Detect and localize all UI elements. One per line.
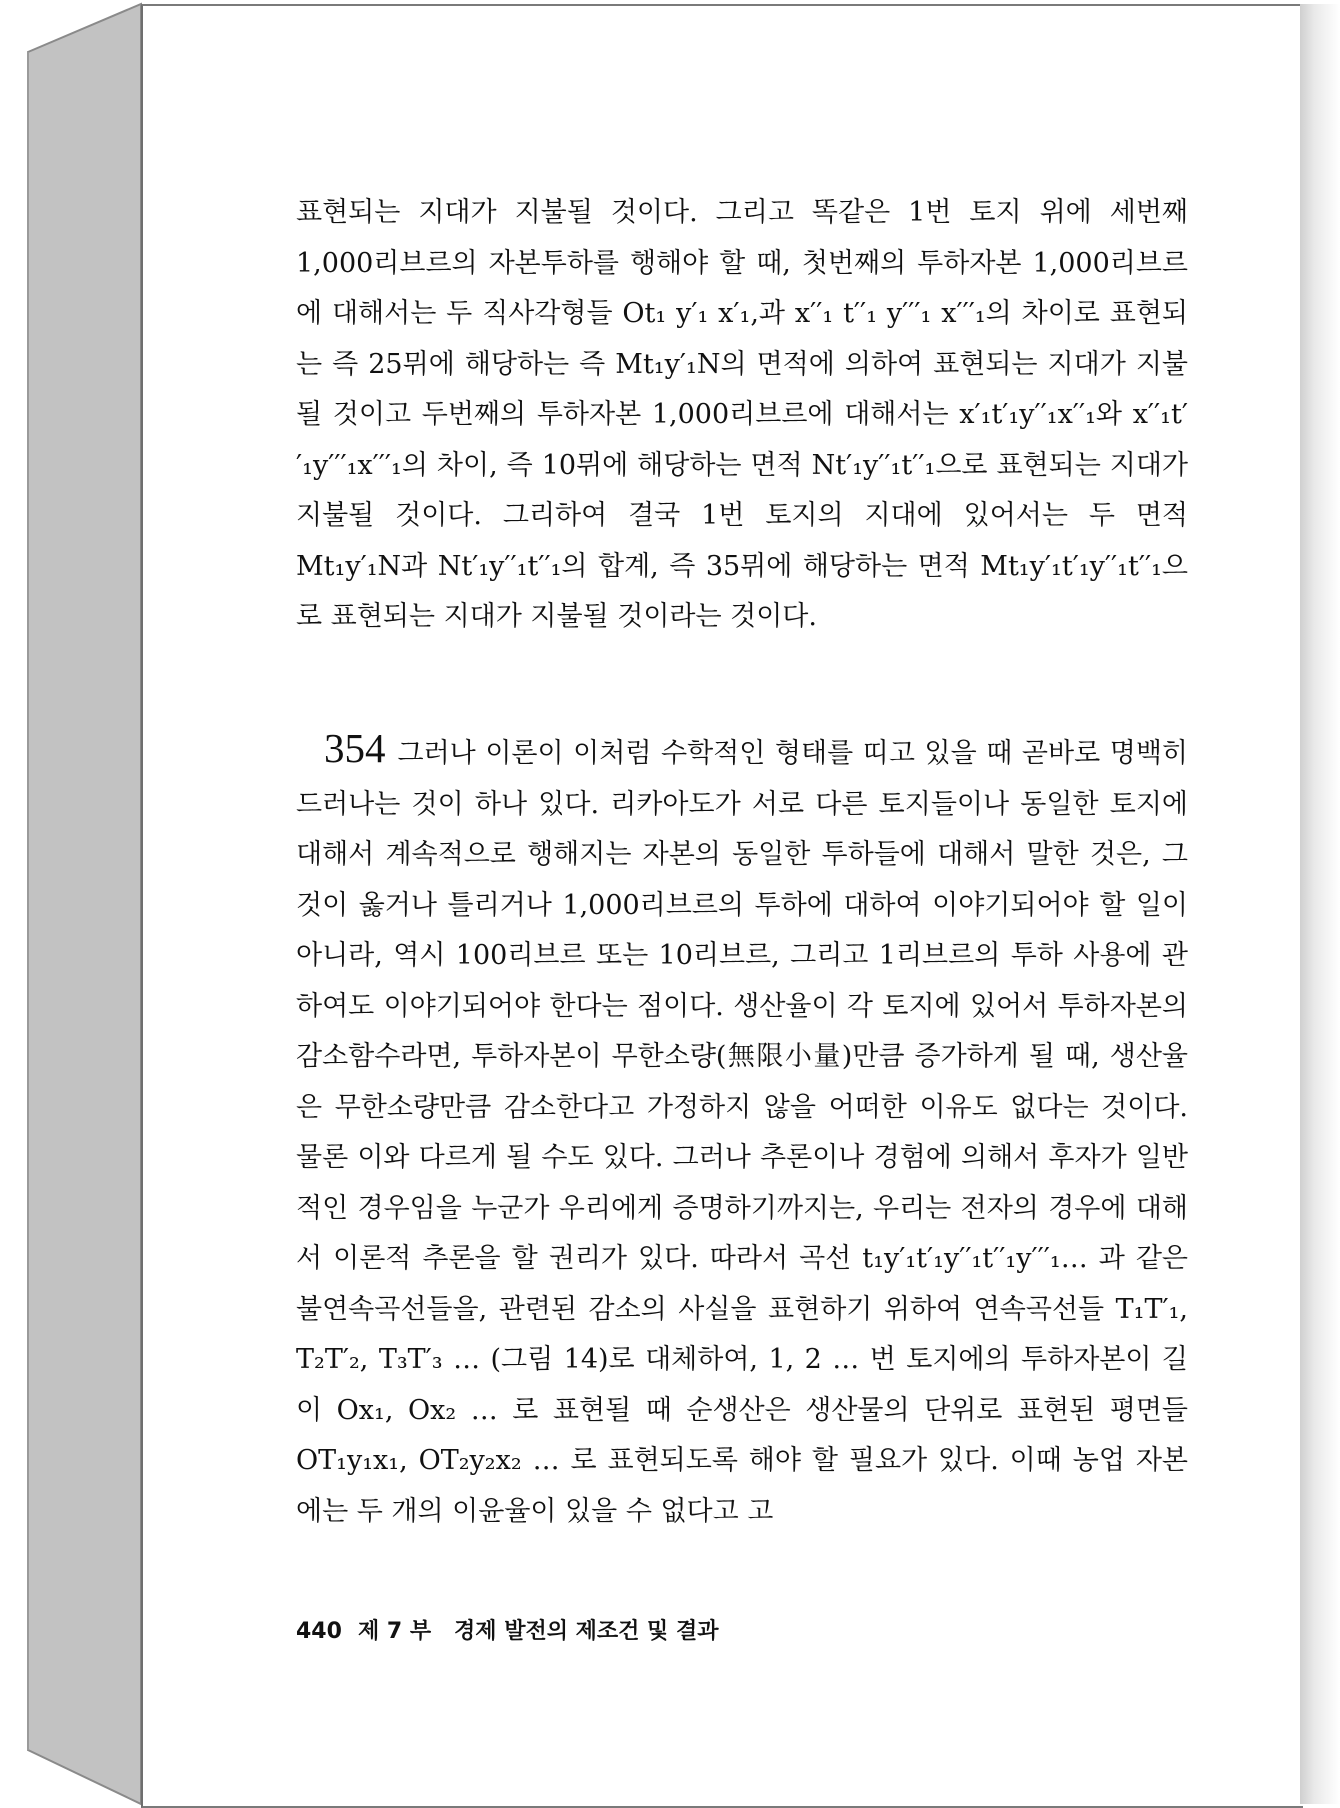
- paragraph-354: [296, 725, 1188, 1537]
- page-number: 440: [296, 1619, 342, 1644]
- paragraph-continued: [296, 188, 1188, 643]
- paragraph-continued-text: 표현되는 지대가 지불될 것이다. 그리고 똑같은 1번 토지 위에 세번째 1,000리브르의 자본투하를 행해야 할 때, 첫번째의 투하자본 1,000리브르에 대해서는 두 직사각형들 Ot₁ y′₁ x′₁,과 x′′₁ t′′₁ y′′′₁ x′′′₁의 차이로 표현되는 즉 25뮈에 해당하는 즉 Mt₁y′₁N의 면적에 의하여 표현되는 지대가 지불될 것이고 두번째의 투하자본 1,000리브르에 대해서는 x′₁t′₁y′′₁x′′₁와 x′′₁t′′₁y′′′₁x′′′₁의 차이, 즉 10뮈에 해당하는 면적 Nt′₁y′′₁t′′₁으로 표현되는 지대가 지불될 것이다. 그리하여 결국 1번 토지의 지대에 있어서는 두 면적 Mt₁y′₁N과 Nt′₁y′′₁t′′₁의 합계, 즉 35뮈에 해당하는 면적 Mt₁y′₁t′₁y′′₁t′′₁으로 표현되는 지대가 지불될 것이라는 것이다.: [296, 197, 1188, 632]
- page-footer: [296, 1614, 718, 1645]
- page-edge-shadow: [1300, 4, 1340, 1804]
- paragraph-main-text: 그러나 이론이 이처럼 수학적인 형태를 띠고 있을 때 곧바로 명백히 드러나는 것이 하나 있다. 리카아도가 서로 다른 토지들이나 동일한 토지에 대해서 계속적으로 행해지는 자본의 동일한 투하들에 대해서 말한 것은, 그것이 옳거나 틀리거나 1,000리브르의 투하에 대하여 이야기되어야 할 일이 아니라, 역시 100리브르 또는 10리브르, 그리고 1리브르의 투하 사용에 관하여도 이야기되어야 한다는 점이다. 생산율이 각 토지에 있어서 투하자본의 감소함수라면, 투하자본이 무한소량(無限小量)만큼 증가하게 될 때, 생산율은 무한소량만큼 감소한다고 가정하지 않을 어떠한 이유도 없다는 것이다. 물론 이와 다르게 될 수도 있다. 그러나 추론이나 경험에 의해서 후자가 일반적인 경우임을 누군가 우리에게 증명하기까지는, 우리는 전자의 경우에 대해서 이론적 추론을 할 권리가 있다. 따라서 곡선 t₁y′₁t′₁y′′₁t′′₁y′′′₁… 과 같은 불연속곡선들을, 관련된 감소의 사실을 표현하기 위하여 연속곡선들 T₁T′₁, T₂T′₂, T₃T′₃ … (그림 14)로 대체하여, 1, 2 … 번 토지에의 투하자본이 길이 Ox₁, Ox₂ … 로 표현될 때 순생산은 생산물의 단위로 표현된 평면들 OT₁y₁x₁, OT₂y₂x₂ … 로 표현되도록 해야 할 필요가 있다. 이때 농업 자본에는 두 개의 이윤율이 있을 수 없다고 고: [296, 738, 1188, 1527]
- paragraph-number: 354: [324, 725, 386, 771]
- running-head: 제 7 부 경제 발전의 제조건 및 결과: [357, 1619, 719, 1644]
